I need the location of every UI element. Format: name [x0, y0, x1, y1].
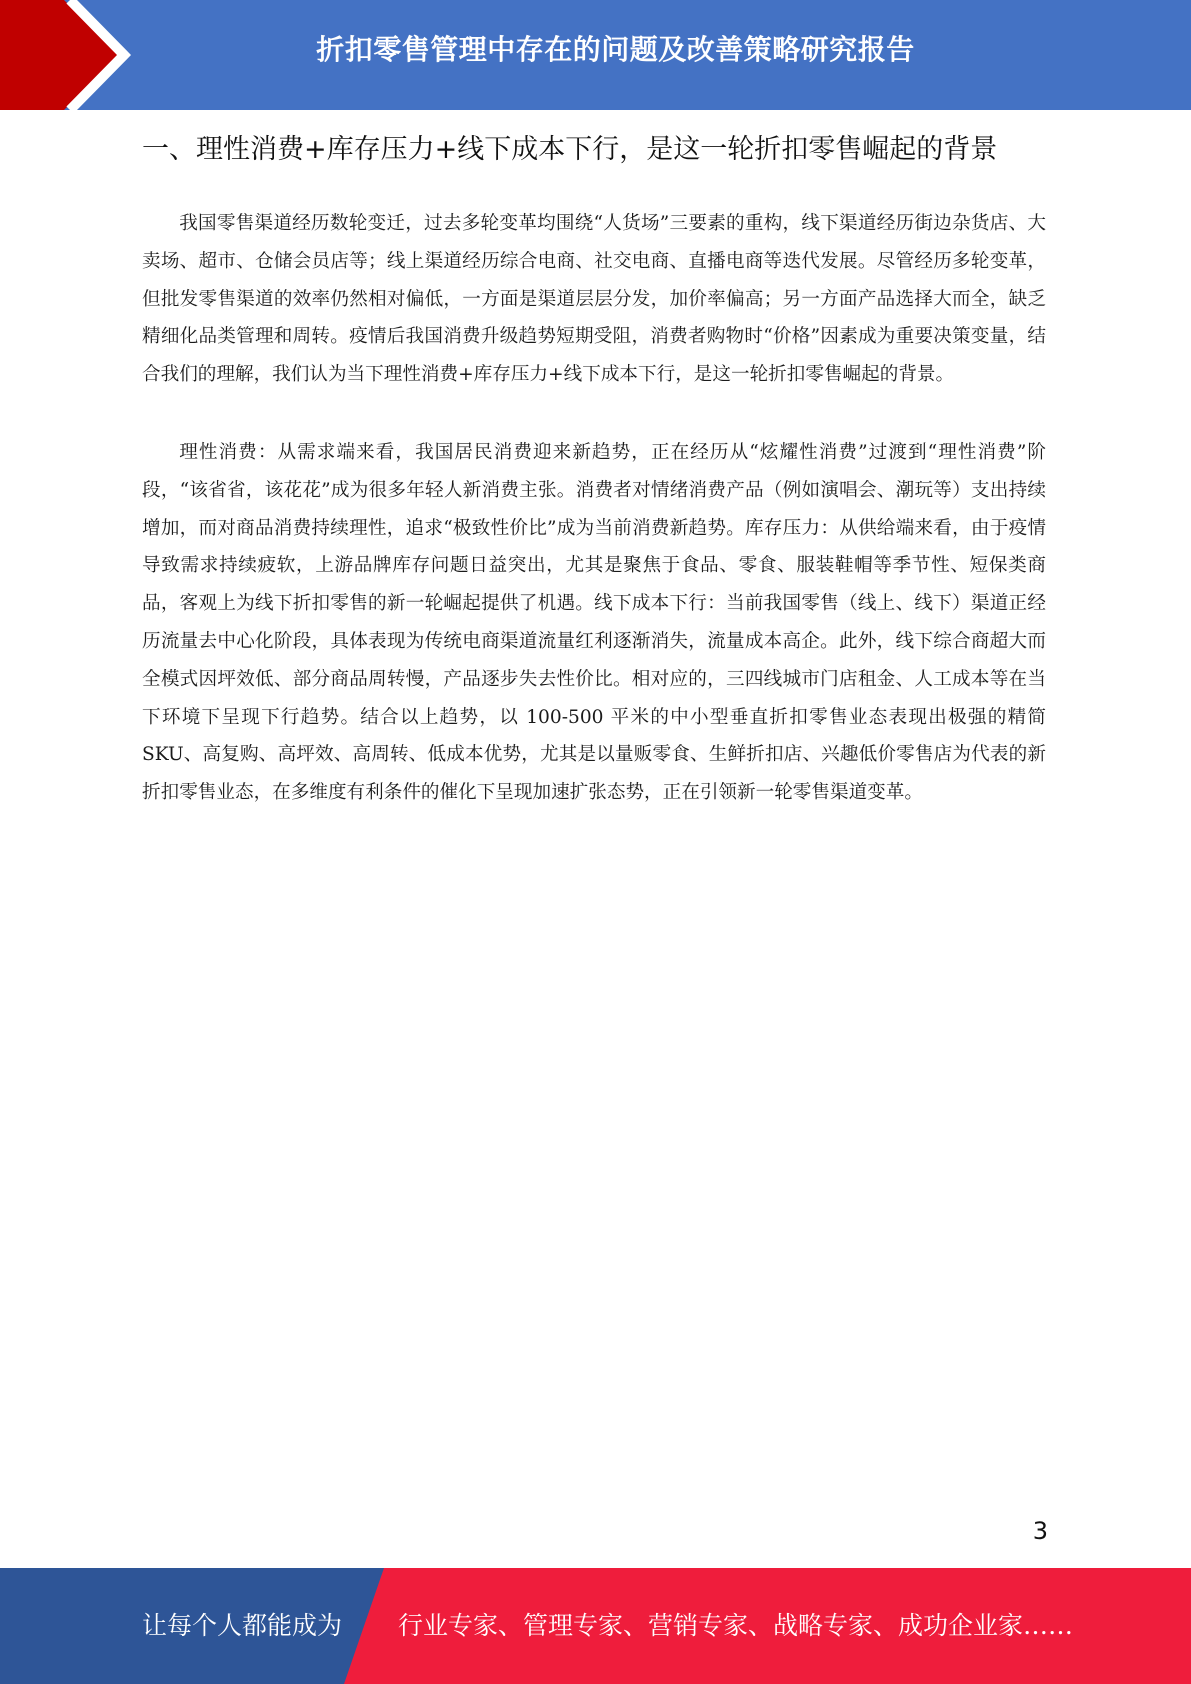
- page-number: 3: [1032, 1517, 1048, 1545]
- body-content: [142, 205, 1046, 852]
- header-banner: [0, 0, 1191, 110]
- report-title: 折扣零售管理中存在的问题及改善策略研究报告: [316, 33, 915, 66]
- footer-slogan-right: 行业专家、管理专家、营销专家、战略专家、成功企业家……: [398, 1611, 1074, 1640]
- section-heading: 一、理性消费+库存压力+线下成本下行，是这一轮折扣零售崛起的背景: [142, 134, 998, 165]
- footer-slogan-left: 让每个人都能成为: [142, 1611, 343, 1640]
- paragraph-2: 理性消费：从需求端来看，我国居民消费迎来新趋势，正在经历从“炫耀性消费”过渡到“理性消费”阶段，“该省省，该花花”成为很多年轻人新消费主张。消费者对情绪消费产品（例如演唱会、潮玩等）支出持续增加，而对商品消费持续理性，追求“极致性价比”成为当前消费新趋势。库存压力：从供给端来看，由于疫情导致需求持续疲软，上游品牌库存问题日益突出，尤其是聚焦于食品、零食、服装鞋帽等季节性、短保类商品，客观上为线下折扣零售的新一轮崛起提供了机遇。线下成本下行：当前我国零售（线上、线下）渠道正经历流量去中心化阶段，具体表现为传统电商渠道流量红利逐渐消失，流量成本高企。此外，线下综合商超大而全模式因坪效低、部分商品周转慢，产品逐步失去性价比。相对应的，三四线城市门店租金、人工成本等在当下环境下呈现下行趋势。结合以上趋势，以 100-500 平米的中小型垂直折扣零售业态表现出极强的精简 SKU、高复购、高坪效、高周转、低成本优势，尤其是以量贩零食、生鲜折扣店、兴趣低价零售店为代表的新折扣零售业态，在多维度有利条件的催化下呈现加速扩张态势，正在引领新一轮零售渠道变革。: [142, 441, 1046, 804]
- paragraph-1: 我国零售渠道经历数轮变迁，过去多轮变革均围绕“人货场”三要素的重构，线下渠道经历街边杂货店、大卖场、超市、仓储会员店等；线上渠道经历综合电商、社交电商、直播电商等迭代发展。尽管经历多轮变革，但批发零售渠道的效率仍然相对偏低，一方面是渠道层层分发，加价率偏高；另一方面产品选择大而全，缺乏精细化品类管理和周转。疫情后我国消费升级趋势短期受阻，消费者购物时“价格”因素成为重要决策变量，结合我们的理解，我们认为当下理性消费+库存压力+线下成本下行，是这一轮折扣零售崛起的背景。: [142, 213, 1046, 386]
- footer-banner: [0, 1568, 1191, 1684]
